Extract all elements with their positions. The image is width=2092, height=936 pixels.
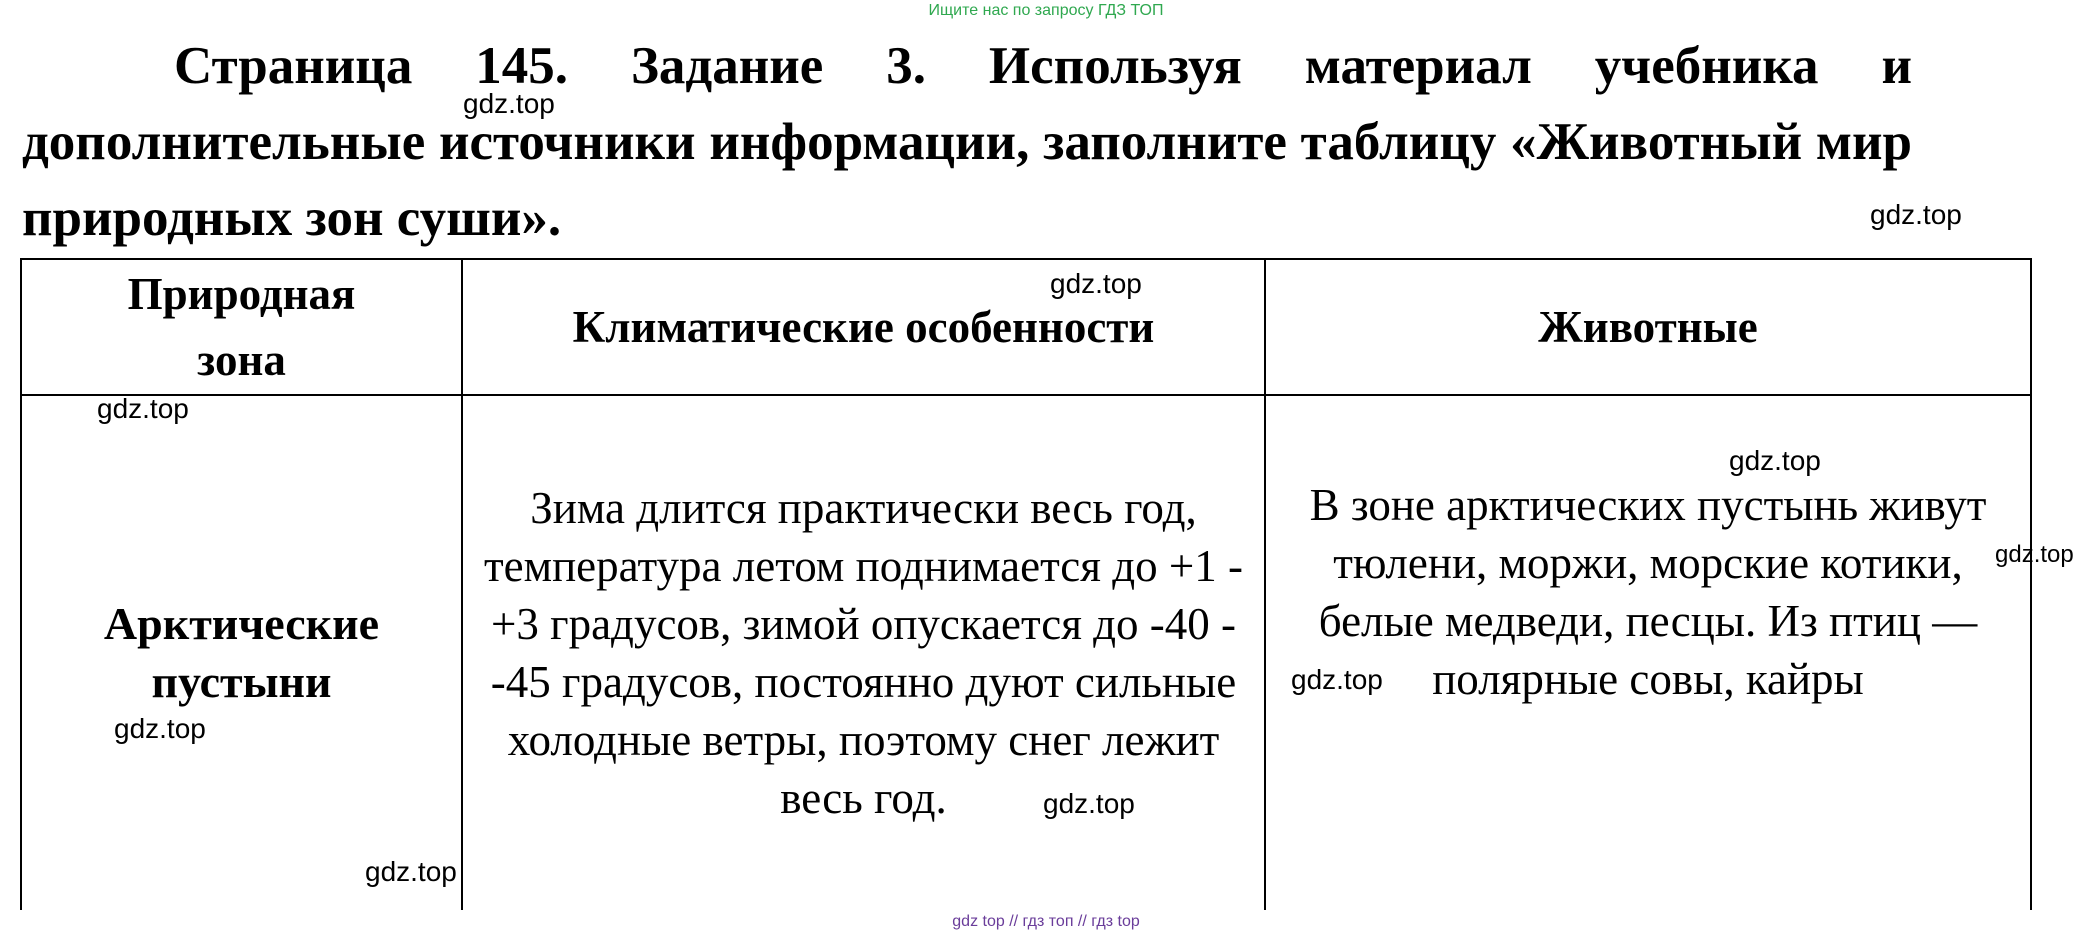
- watermark: gdz.top: [1043, 788, 1135, 819]
- watermark: gdz.top: [1729, 445, 1821, 476]
- climate-cell: Зима длится практически весь год, температура летом поднимается до +1 - +3 градусов, зимой опускается до -40 - -45 градусов, постоянно дуют сильные холодные ветры, поэтому снег лежит весь год.: [462, 395, 1265, 910]
- header-zone: Природная зона: [21, 259, 462, 395]
- table-header-row: [21, 259, 2031, 395]
- animals-table: [20, 258, 2032, 910]
- watermark: gdz.top: [1870, 199, 1962, 230]
- header-animals: Животные: [1265, 259, 2031, 395]
- watermark: gdz.top: [365, 856, 457, 887]
- watermark: gdz.top: [97, 393, 189, 424]
- watermark: gdz.top: [463, 88, 555, 119]
- zone-cell: Арктические пустыни: [21, 395, 462, 910]
- footer-note: gdz top // гдз топ // гдз top: [952, 913, 1140, 930]
- watermark: gdz.top: [114, 713, 206, 744]
- watermark: gdz.top: [1995, 541, 2074, 568]
- animals-cell: В зоне арктических пустынь живут тюлени, моржи, морские котики, белые медведи, песцы. Из птиц — полярные совы, кайры: [1265, 395, 2031, 910]
- watermark: gdz.top: [1050, 268, 1142, 299]
- top-search-note: Ищите нас по запросу ГДЗ ТОП: [928, 2, 1164, 19]
- header-climate: Климатические особенности: [462, 259, 1265, 395]
- task-heading: Страница 145. Задание 3. Используя материал учебника и дополнительные источники информации, заполните таблицу «Животный мир природных зон суши».: [22, 37, 1912, 247]
- watermark: gdz.top: [1291, 664, 1383, 695]
